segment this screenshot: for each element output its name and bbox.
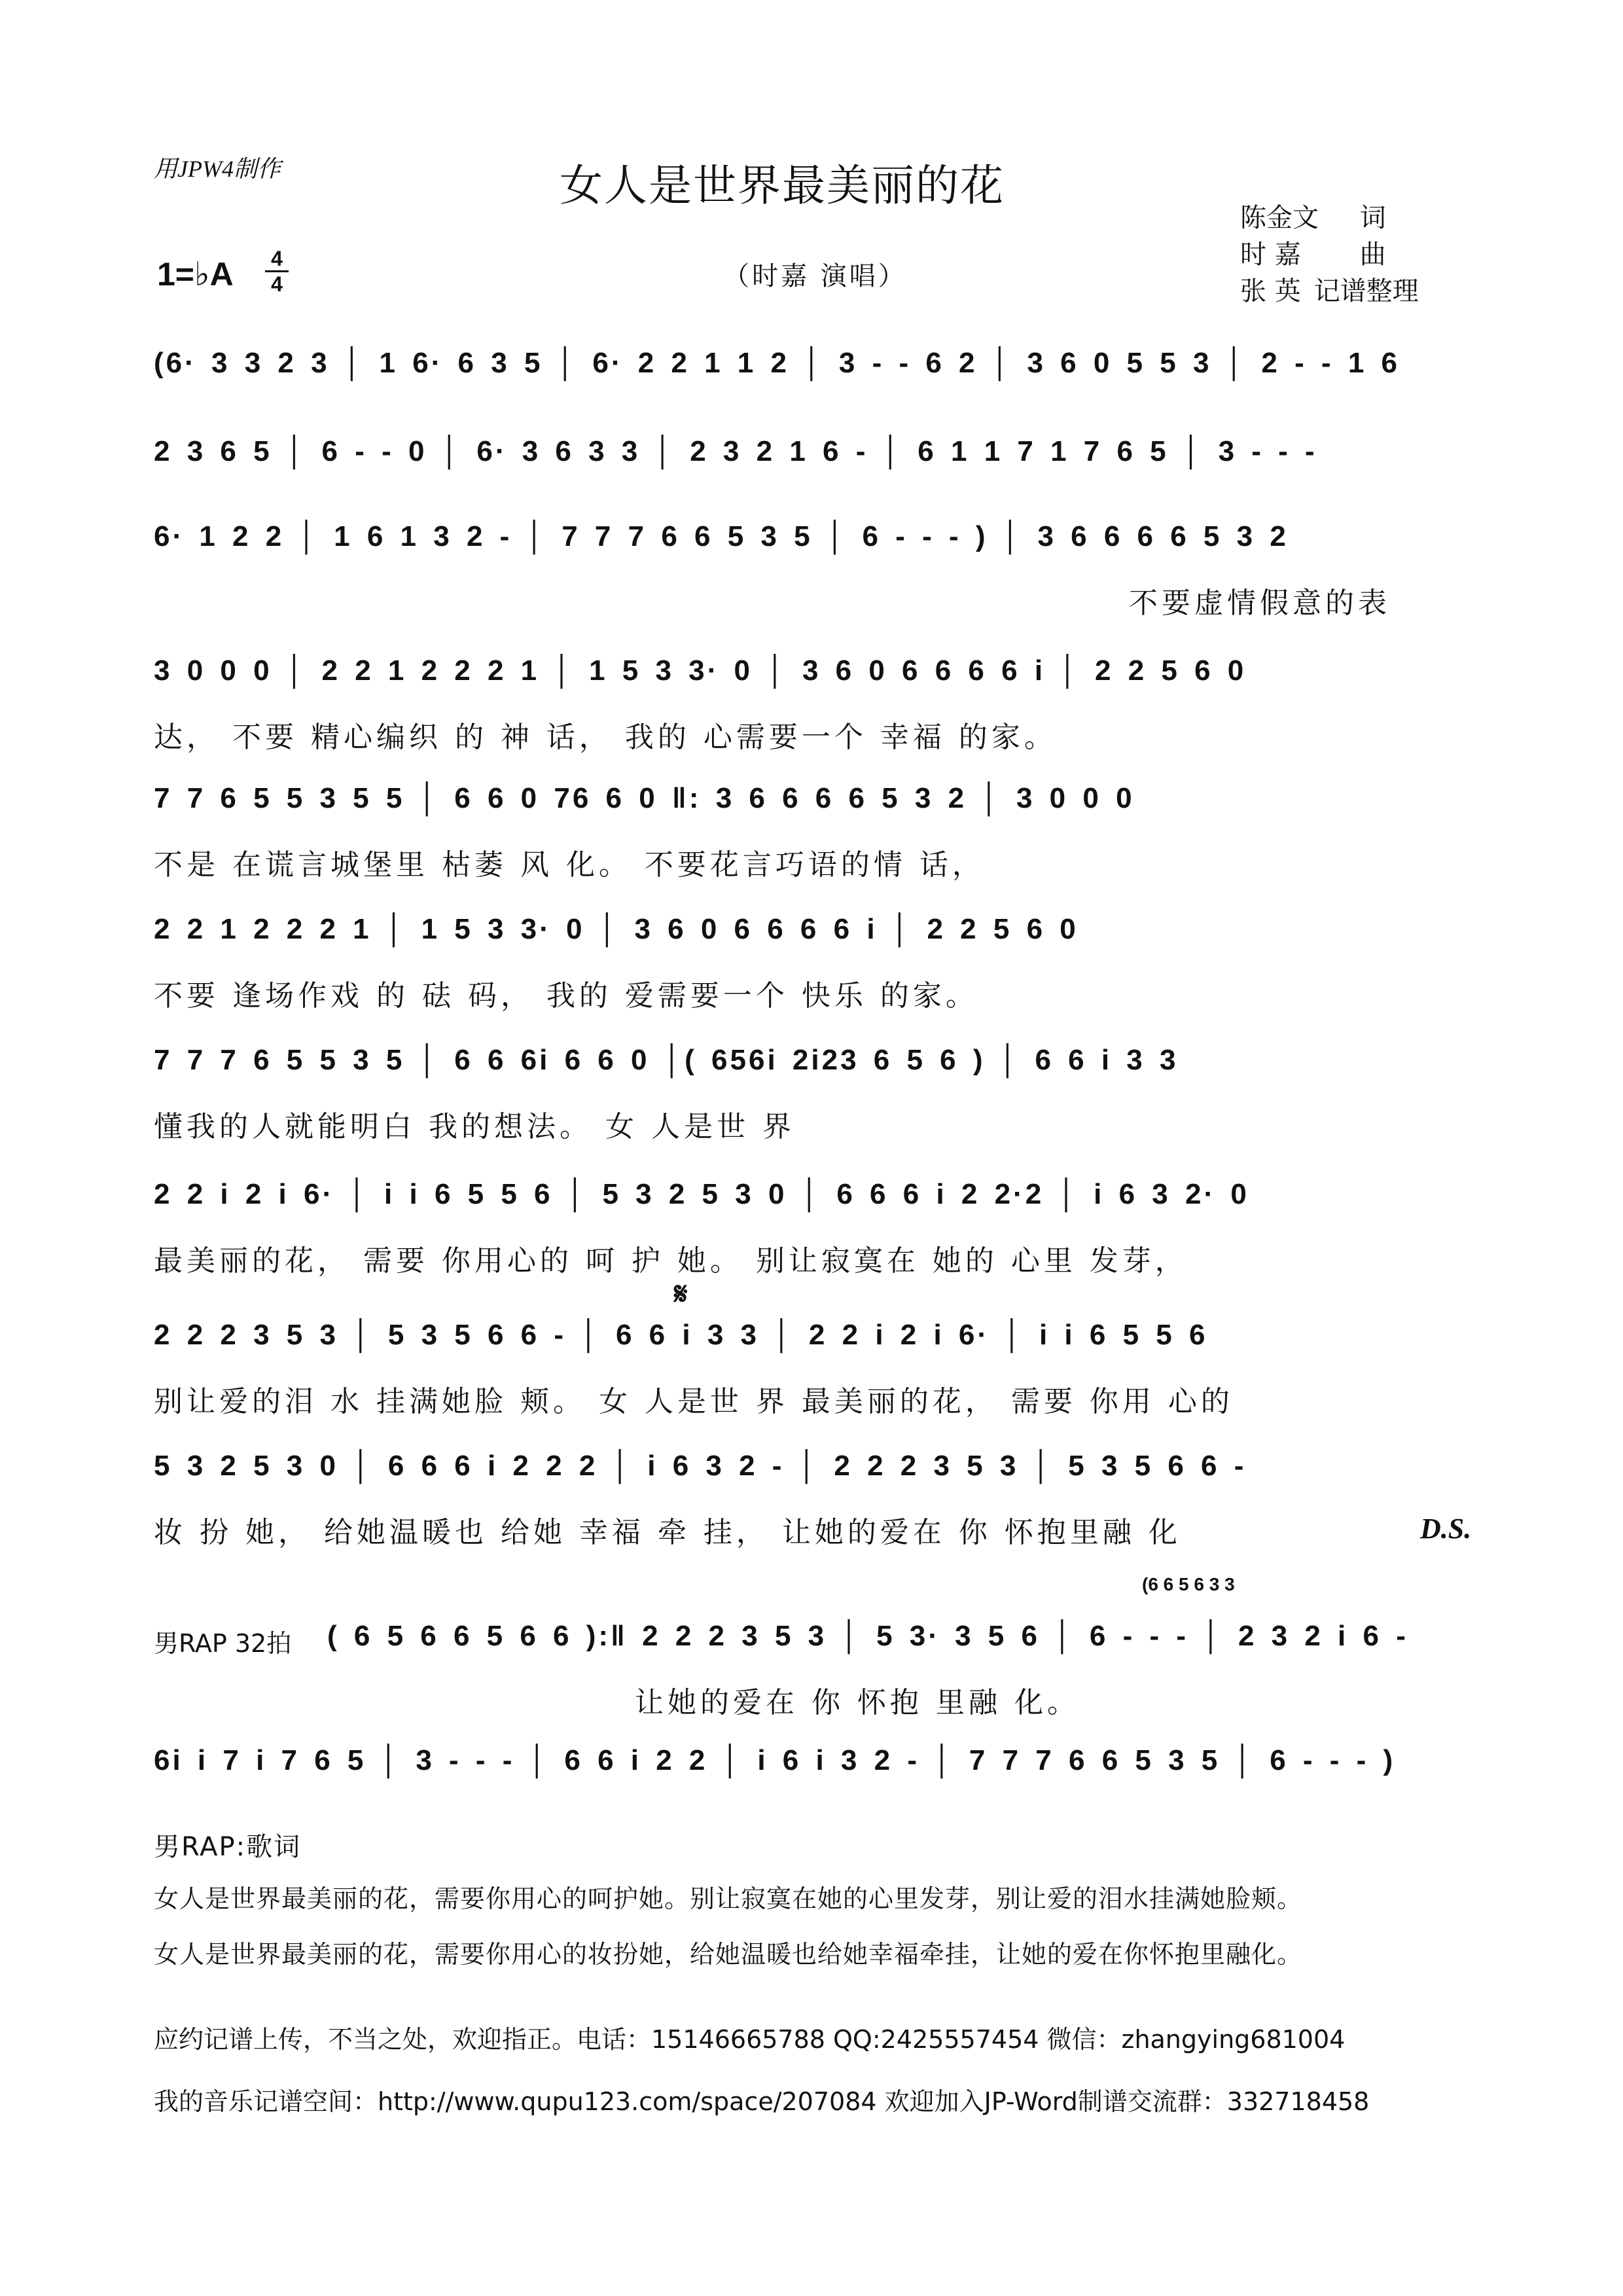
credit-name: 时 嘉 [1240,240,1301,270]
software-note: 用JPW4制作 [154,156,281,182]
notation-line: 2 2 1 2 2 2 1 │ 1 5 3 3· 0 │ 3 6 0 6 6 6 6 i │ 2 2 5 6 0 [154,913,1079,945]
notation-line: 7 7 6 5 5 3 5 5 │ 6 6 0 76 6 0 ‖: 3 6 6 6 6 5 3 2 │ 3 0 0 0 [154,782,1135,814]
notation-line: 2 2 i 2 i 6· │ i i 6 5 5 6 │ 5 3 2 5 3 0 │ 6 6 6 i 2 2·2 │ i 6 3 2· 0 [154,1178,1249,1210]
credit-arranger [1240,273,1419,310]
music-system-8 [154,1178,1486,1302]
key-signature: 1=♭A [157,256,234,293]
time-sig-top: 4 [271,247,283,270]
notation-line: 2 2 2 3 5 3 │ 5 3 5 6 6 - │ 6 6 i 3 3 │ 2 2 i 2 i 6· │ i i 6 5 5 6 [154,1319,1208,1351]
music-system-6 [154,913,1486,1037]
rap-lyrics-line: 女人是世界最美丽的花，需要你用心的妆扮她，给她温暖也给她幸福牵挂，让她的爱在你怀抱里融化。 [154,1940,1303,1969]
lyric-line: 最美丽的花， 需要 你用心的 呵 护 她。 别让寂寞在 她的 心里 发芽， [154,1244,1188,1278]
notation-line: 2 3 6 5 │ 6 - - 0 │ 6· 3 6 3 3 │ 2 3 2 1 6 - │ 6 1 1 7 1 7 6 5 │ 3 - - - [154,435,1317,467]
lyric-line: 达， 不要 精心编织 的 神 话， 我的 心需要一个 幸福 的家。 [154,721,1057,754]
rap-lyrics-line: 女人是世界最美丽的花，需要你用心的呵护她。别让寂寞在她的心里发芽，别让爱的泪水挂满她脸颊。 [154,1884,1303,1913]
lyric-line: 别让爱的泪 水 挂满她脸 颊。 女 人是世 界 最美丽的花， 需要 你用 心的 [154,1385,1234,1418]
rap-label: 男RAP 32拍 [154,1629,292,1658]
credits [1240,200,1419,310]
music-system-5 [154,782,1486,906]
notation-line: 5 3 2 5 3 0 │ 6 6 6 i 2 2 2 │ i 6 3 2 - │ 2 2 2 3 5 3 │ 5 3 5 6 6 - [154,1450,1247,1482]
lyric-line: 妆 扮 她， 给她温暖也 给她 幸福 牵 挂， 让她的爱在 你 怀抱里融 化 [154,1516,1181,1549]
segno-mark: 𝄋 [674,1277,688,1312]
notation-line: 7 7 7 6 5 5 3 5 │ 6 6 6i 6 6 0 │( 656i 2i23 6 5 6 ) │ 6 6 i 3 3 [154,1044,1179,1076]
music-system-3 [154,520,1486,645]
credit-composer [1240,236,1419,273]
music-system-4 [154,655,1486,779]
ds-mark: D.S. [1420,1513,1472,1545]
performer-note: （时嘉 演唱） [723,261,907,291]
credit-role: 记谱整理 [1313,276,1419,306]
grace-notes: (6 6 5 6 3 3 [1142,1574,1235,1594]
lyric-line: 不要虚情假意的表 [1129,586,1391,620]
lyric-line: 让她的爱在 你 怀抱 里融 化。 [635,1686,1080,1719]
music-system-11 [327,1620,1486,1744]
music-system-10 [154,1450,1486,1574]
credit-role: 曲 [1359,240,1386,270]
lyric-line: 不要 逢场作戏 的 砝 码， 我的 爱需要一个 快乐 的家。 [154,979,978,1013]
page-title: 女人是世界最美丽的花 [560,160,1005,211]
lyric-line: 不是 在谎言城堡里 枯萎 风 化。 不要花言巧语的情 话， [154,848,985,882]
credit-name: 张 英 [1240,276,1301,306]
credit-role: 词 [1359,203,1386,233]
music-system-9 [154,1319,1486,1443]
credit-name: 陈金文 [1240,203,1319,233]
time-sig-bottom: 4 [271,272,283,296]
music-system-7 [154,1044,1486,1168]
notation-line: (6· 3 3 2 3 │ 1 6· 6 3 5 │ 6· 2 2 1 1 2 │ 3 - - 6 2 │ 3 6 0 5 5 3 │ 2 - - 1 6 [154,347,1400,379]
footer-contact: 应约记谱上传，不当之处，欢迎指正。电话：15146665788 QQ:2425557454 微信：zhangying681004 [154,2025,1346,2054]
notation-line: 6· 1 2 2 │ 1 6 1 3 2 - │ 7 7 7 6 6 5 3 5 │ 6 - - - ) │ 3 6 6 6 6 5 3 2 [154,520,1289,552]
credit-lyricist [1240,200,1419,236]
rap-lyrics-heading: 男RAP:歌词 [154,1832,302,1862]
notation-line: ( 6 5 6 6 5 6 6 ):‖ 2 2 2 3 5 3 │ 5 3· 3 5 6 │ 6 - - - │ 2 3 2 i 6 - [327,1620,1408,1652]
notation-line: 6i i 7 i 7 6 5 │ 3 - - - │ 6 6 i 2 2 │ i 6 i 3 2 - │ 7 7 7 6 6 5 3 5 │ 6 - - - ) [154,1744,1396,1776]
notation-line: 3 0 0 0 │ 2 2 1 2 2 2 1 │ 1 5 3 3· 0 │ 3 6 0 6 6 6 6 i │ 2 2 5 6 0 [154,655,1247,687]
footer-space: 我的音乐记谱空间：http://www.qupu123.com/space/207084 欢迎加入JP-Word制谱交流群：332718458 [154,2087,1370,2116]
time-signature [265,247,289,295]
music-system-12 [154,1744,1486,1869]
lyric-line: 懂我的人就能明白 我的想法。 女 人是世 界 [154,1110,795,1143]
